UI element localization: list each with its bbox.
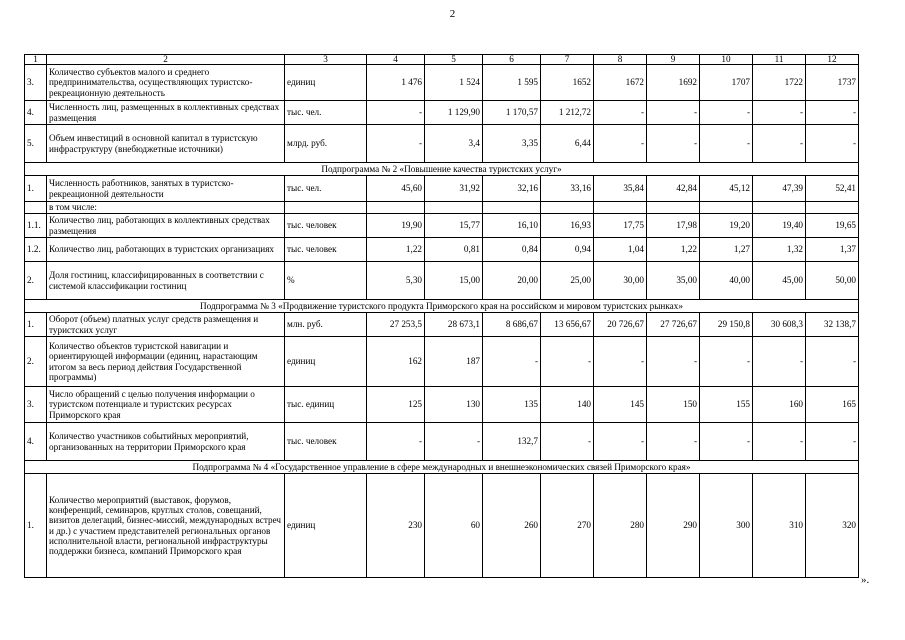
value-cell: 1692 (647, 65, 700, 101)
unit-of-measure: тыс. человек (285, 214, 367, 238)
value-cell: 1737 (806, 65, 859, 101)
value-cell (483, 202, 541, 214)
value-cell (753, 202, 806, 214)
row-number: 1.2. (25, 238, 47, 262)
unit-of-measure: млрд. руб. (285, 125, 367, 163)
header-cell: 8 (594, 55, 647, 65)
table-header-row (25, 55, 859, 65)
unit-of-measure: тыс. чел. (285, 101, 367, 125)
value-cell: - (806, 423, 859, 461)
value-cell: 130 (425, 387, 483, 423)
value-cell: 13 656,67 (541, 313, 594, 337)
table-row (25, 313, 859, 337)
value-cell: 125 (367, 387, 425, 423)
value-cell: 20,00 (483, 262, 541, 300)
value-cell: 1 129,90 (425, 101, 483, 125)
value-cell: - (594, 125, 647, 163)
value-cell: 140 (541, 387, 594, 423)
value-cell: 1722 (753, 65, 806, 101)
row-number: 1.1. (25, 214, 47, 238)
table-row (25, 202, 859, 214)
header-cell: 10 (700, 55, 753, 65)
value-cell: - (541, 423, 594, 461)
value-cell: 35,00 (647, 262, 700, 300)
table-row (25, 423, 859, 461)
row-number: 3. (25, 387, 47, 423)
value-cell: 29 150,8 (700, 313, 753, 337)
value-cell: 30,00 (594, 262, 647, 300)
value-cell: - (483, 337, 541, 387)
value-cell: - (594, 337, 647, 387)
value-cell: 27 726,67 (647, 313, 700, 337)
value-cell: 187 (425, 337, 483, 387)
subprogram-row (25, 163, 859, 176)
value-cell: 20 726,67 (594, 313, 647, 337)
subprogram-title: Подпрограмма № 4 «Государственное управление в сфере международных и внешнеэкономических связей Приморского края» (25, 461, 859, 474)
indicator-name: Численность работников, занятых в туристско-рекреационной деятельности (47, 176, 285, 202)
unit-of-measure: единиц (285, 337, 367, 387)
unit-of-measure: единиц (285, 65, 367, 101)
value-cell: 28 673,1 (425, 313, 483, 337)
value-cell: 50,00 (806, 262, 859, 300)
value-cell: 1672 (594, 65, 647, 101)
subprogram-row (25, 300, 859, 313)
indicator-name: Количество субъектов малого и среднего предпринимательства, осуществляющих туристско-рекреационную деятельность (47, 65, 285, 101)
header-cell: 2 (47, 55, 285, 65)
value-cell: - (425, 423, 483, 461)
indicator-name: Количество лиц, работающих в туристских организациях (47, 238, 285, 262)
value-cell: 17,75 (594, 214, 647, 238)
table-row (25, 387, 859, 423)
header-cell: 7 (541, 55, 594, 65)
value-cell: 1,32 (753, 238, 806, 262)
value-cell: 1,27 (700, 238, 753, 262)
table-row (25, 125, 859, 163)
value-cell: 1 170,57 (483, 101, 541, 125)
value-cell: - (700, 101, 753, 125)
unit-of-measure: единиц (285, 474, 367, 578)
indicator-name: Численность лиц, размещенных в коллективных средствах размещения (47, 101, 285, 125)
value-cell: - (806, 125, 859, 163)
value-cell: 32 138,7 (806, 313, 859, 337)
indicator-name: Количество объектов туристской навигации и ориентирующей информации (единиц, нарастающим итогом за весь период действия Государственной программы) (47, 337, 285, 387)
value-cell: - (647, 125, 700, 163)
value-cell: 35,84 (594, 176, 647, 202)
value-cell: 6,44 (541, 125, 594, 163)
value-cell: 45,12 (700, 176, 753, 202)
row-number: 1. (25, 474, 47, 578)
value-cell: 155 (700, 387, 753, 423)
value-cell: - (541, 337, 594, 387)
unit-of-measure (285, 202, 367, 214)
value-cell: 1707 (700, 65, 753, 101)
table-row (25, 474, 859, 578)
indicator-name: в том числе: (47, 202, 285, 214)
header-cell: 5 (425, 55, 483, 65)
value-cell: 290 (647, 474, 700, 578)
value-cell: 1 212,72 (541, 101, 594, 125)
value-cell: 25,00 (541, 262, 594, 300)
row-number: 3. (25, 65, 47, 101)
value-cell: 60 (425, 474, 483, 578)
value-cell: 310 (753, 474, 806, 578)
value-cell (594, 202, 647, 214)
value-cell: 42,84 (647, 176, 700, 202)
indicator-name: Доля гостиниц, классифицированных в соответствии с системой классификации гостиниц (47, 262, 285, 300)
subprogram-row (25, 461, 859, 474)
header-cell: 9 (647, 55, 700, 65)
value-cell: 150 (647, 387, 700, 423)
table-body (25, 55, 859, 578)
value-cell: 260 (483, 474, 541, 578)
unit-of-measure: тыс. человек (285, 423, 367, 461)
row-number: 2. (25, 337, 47, 387)
value-cell: 135 (483, 387, 541, 423)
subprogram-title: Подпрограмма № 2 «Повышение качества туристских услуг» (25, 163, 859, 176)
value-cell: - (367, 125, 425, 163)
value-cell: - (594, 101, 647, 125)
unit-of-measure: % (285, 262, 367, 300)
value-cell: 16,93 (541, 214, 594, 238)
value-cell: 230 (367, 474, 425, 578)
header-cell: 3 (285, 55, 367, 65)
value-cell: 19,65 (806, 214, 859, 238)
header-cell: 4 (367, 55, 425, 65)
value-cell: - (647, 337, 700, 387)
table-row (25, 176, 859, 202)
indicator-name: Объем инвестиций в основной капитал в туристскую инфраструктуру (внебюджетные источники) (47, 125, 285, 163)
value-cell: 162 (367, 337, 425, 387)
value-cell: 280 (594, 474, 647, 578)
value-cell (367, 202, 425, 214)
value-cell: 8 686,67 (483, 313, 541, 337)
value-cell: 320 (806, 474, 859, 578)
value-cell: 17,98 (647, 214, 700, 238)
indicator-name: Число обращений с целью получения информации о туристском потенциале и туристских ресурсах Приморского края (47, 387, 285, 423)
row-number: 4. (25, 101, 47, 125)
value-cell: 15,77 (425, 214, 483, 238)
value-cell: 19,40 (753, 214, 806, 238)
value-cell: 1 476 (367, 65, 425, 101)
value-cell (425, 202, 483, 214)
table-row (25, 214, 859, 238)
subprogram-title: Подпрограмма № 3 «Продвижение туристского продукта Приморского края на российском и мировом туристских рынках» (25, 300, 859, 313)
value-cell: 1,22 (647, 238, 700, 262)
table-row (25, 101, 859, 125)
value-cell: - (594, 423, 647, 461)
row-number: 4. (25, 423, 47, 461)
table-row (25, 337, 859, 387)
value-cell: 40,00 (700, 262, 753, 300)
value-cell: 270 (541, 474, 594, 578)
value-cell: 32,16 (483, 176, 541, 202)
value-cell: 1 524 (425, 65, 483, 101)
value-cell: - (753, 337, 806, 387)
indicators-table (24, 54, 859, 578)
value-cell: - (647, 101, 700, 125)
value-cell: 16,10 (483, 214, 541, 238)
value-cell: 19,90 (367, 214, 425, 238)
value-cell: 145 (594, 387, 647, 423)
value-cell: 45,00 (753, 262, 806, 300)
value-cell (541, 202, 594, 214)
value-cell: - (647, 423, 700, 461)
value-cell: 52,41 (806, 176, 859, 202)
header-cell: 1 (25, 55, 47, 65)
value-cell: - (700, 423, 753, 461)
row-number: 5. (25, 125, 47, 163)
value-cell: - (753, 423, 806, 461)
value-cell (806, 202, 859, 214)
table-row (25, 65, 859, 101)
header-cell: 11 (753, 55, 806, 65)
value-cell: 132,7 (483, 423, 541, 461)
value-cell: 3,35 (483, 125, 541, 163)
value-cell: 300 (700, 474, 753, 578)
value-cell: 160 (753, 387, 806, 423)
value-cell: 45,60 (367, 176, 425, 202)
value-cell: 19,20 (700, 214, 753, 238)
value-cell: - (806, 101, 859, 125)
value-cell: - (753, 125, 806, 163)
value-cell: 165 (806, 387, 859, 423)
value-cell: 1,37 (806, 238, 859, 262)
value-cell (700, 202, 753, 214)
value-cell (647, 202, 700, 214)
value-cell: 3,4 (425, 125, 483, 163)
value-cell: 0,94 (541, 238, 594, 262)
value-cell: 0,81 (425, 238, 483, 262)
value-cell: - (700, 125, 753, 163)
closing-quote-mark: ». (861, 574, 870, 586)
unit-of-measure: млн. руб. (285, 313, 367, 337)
table-row (25, 238, 859, 262)
value-cell: - (367, 423, 425, 461)
value-cell: 1 595 (483, 65, 541, 101)
value-cell: 0,84 (483, 238, 541, 262)
value-cell: 30 608,3 (753, 313, 806, 337)
row-number (25, 202, 47, 214)
unit-of-measure: тыс. человек (285, 238, 367, 262)
row-number: 1. (25, 313, 47, 337)
table-row (25, 262, 859, 300)
value-cell: 5,30 (367, 262, 425, 300)
indicator-name: Количество участников событийных мероприятий, организованных на территории Приморского края (47, 423, 285, 461)
value-cell: 1,22 (367, 238, 425, 262)
value-cell: 1,04 (594, 238, 647, 262)
row-number: 2. (25, 262, 47, 300)
value-cell: 1652 (541, 65, 594, 101)
value-cell: 31,92 (425, 176, 483, 202)
value-cell: 33,16 (541, 176, 594, 202)
value-cell: 27 253,5 (367, 313, 425, 337)
header-cell: 12 (806, 55, 859, 65)
value-cell: 47,39 (753, 176, 806, 202)
page-number: 2 (449, 8, 456, 20)
indicator-name: Количество мероприятий (выставок, форумов, конференций, семинаров, круглых столов, совещаний, визитов делегаций, бизнес-миссий, международных встреч и др.) с участием представителей региональных органов исполнительной власти, региональной инфраструктуры поддержки бизнеса, компаний Приморского края (47, 474, 285, 578)
indicator-name: Оборот (объем) платных услуг средств размещения и туристских услуг (47, 313, 285, 337)
indicator-name: Количество лиц, работающих в коллективных средствах размещения (47, 214, 285, 238)
value-cell: - (753, 101, 806, 125)
header-cell: 6 (483, 55, 541, 65)
row-number: 1. (25, 176, 47, 202)
unit-of-measure: тыс. единиц (285, 387, 367, 423)
value-cell: - (700, 337, 753, 387)
value-cell: - (806, 337, 859, 387)
value-cell: - (367, 101, 425, 125)
unit-of-measure: тыс. чел. (285, 176, 367, 202)
value-cell: 15,00 (425, 262, 483, 300)
